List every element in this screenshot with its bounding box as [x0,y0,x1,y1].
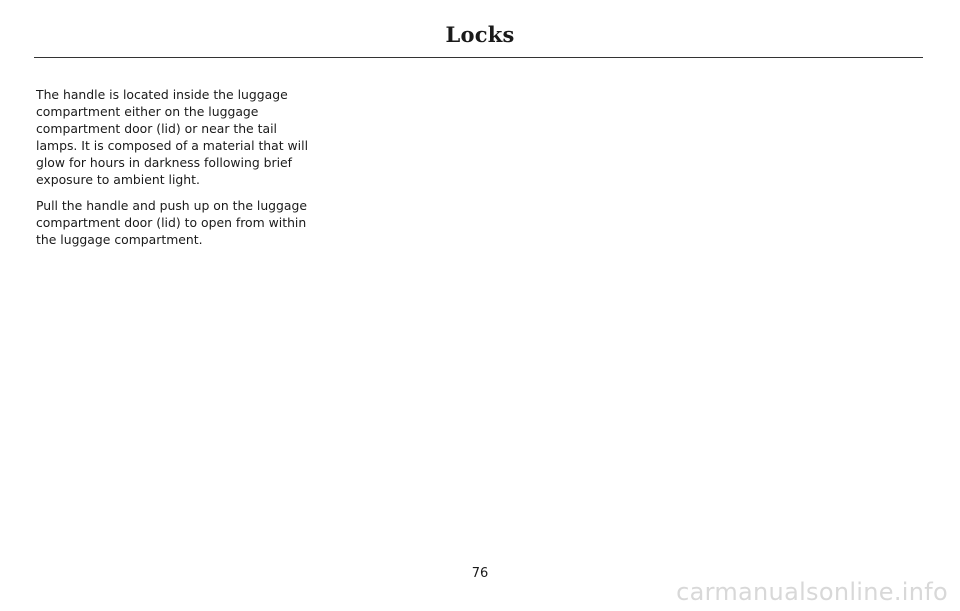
paragraph-handle-operation: Pull the handle and push up on the luggage compartment door (lid) to open from within the luggage compartment. [36,198,307,247]
page-title: Locks [445,22,515,47]
paragraph-handle-location: The handle is located inside the luggage compartment either on the luggage compartment door (lid) or near the tail lamps. It is composed of a material that will glow for hours in darkness following brief exposure to ambient light. [36,87,309,187]
body-text-column [36,86,318,257]
header-divider [34,57,923,58]
watermark: carmanualsonline.info [676,578,948,606]
page-number: 76 [471,566,489,581]
